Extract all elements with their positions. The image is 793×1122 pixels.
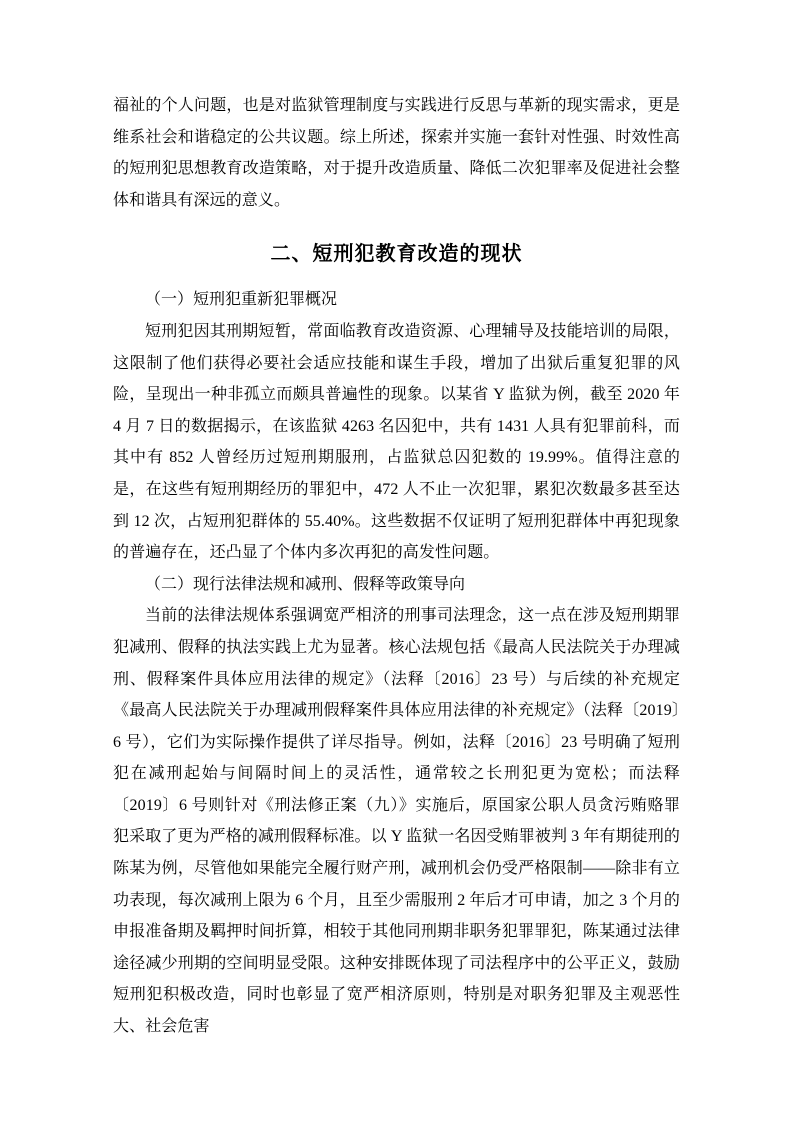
subsection-1-paragraph: 短刑犯因其刑期短暂，常面临教育改造资源、心理辅导及技能培训的局限，这限制了他们获得必要社会适应技能和谋生手段，增加了出狱后重复犯罪的风险，呈现出一种非孤立而颇具普遍性的现象。以某省 Y 监狱为例，截至 2020 年 4 月 7 日的数据揭示，在该监狱 4263 名囚犯中，共有 1431 人具有犯罪前科，而其中有 852 人曾经历过短刑期服刑，占监狱总囚犯数的 19.99%。值得注意的是，在这些有短刑期经历的罪犯中，472 人不止一次犯罪，累犯次数最多甚至达到 12 次，占短刑犯群体的 55.40%。这些数据不仅证明了短刑犯群体中再犯现象的普遍存在，还凸显了个体内多次再犯的高发性问题。 xyxy=(113,322,680,562)
subsection-2-paragraph: 当前的法律法规体系强调宽严相济的刑事司法理念，这一点在涉及短刑期罪犯减刑、假释的执法实践上尤为显著。核心法规包括《最高人民法院关于办理减刑、假释案件具体应用法律的规定》（法释〔2016〕23 号）与后续的补充规定《最高人民法院关于办理减刑假释案件具体应用法律的补充规定》（法释〔2019〕6 号），它们为实际操作提供了详尽指导。例如，法释〔2016〕23 号明确了短刑犯在减刑起始与间隔时间上的灵活性，通常较之长刑犯更为宽松；而法释〔2019〕6 号则针对《刑法修正案（九）》实施后，原国家公职人员贪污贿赂罪犯采取了更为严格的减刑假释标准。以 Y 监狱一名因受贿罪被判 3 年有期徒刑的陈某为例，尽管他如果能完全履行财产刑，减刑机会仍受严格限制——除非有立功表现，每次减刑上限为 6 个月，且至少需服刑 2 年后才可申请，加之 3 个月的申报准备期及羁押时间折算，相较于其他同刑期非职务犯罪罪犯，陈某通过法律途径减少刑期的空间明显受限。这种安排既体现了司法程序中的公平正义，鼓励短刑犯积极改造，同时也彰显了宽严相济原则，特别是对职务犯罪及主观恶性大、社会危害 xyxy=(113,607,680,1036)
subsection-1-heading: （一）短刑犯重新犯罪概况 xyxy=(145,291,338,309)
intro-paragraph: 福祉的个人问题，也是对监狱管理制度与实践进行反思与革新的现实需求，更是维系社会和谐稳定的公共议题。综上所述，探索并实施一套针对性强、时效性高的短刑犯思想教育改造策略，对于提升改造质量、降低二次犯罪率及促进社会整体和谐具有深远的意义。 xyxy=(113,97,680,209)
section-heading: 二、短刑犯教育改造的现状 xyxy=(270,243,523,266)
subsection-2-heading: （二）现行法律法规和减刑、假释等政策导向 xyxy=(145,575,466,593)
